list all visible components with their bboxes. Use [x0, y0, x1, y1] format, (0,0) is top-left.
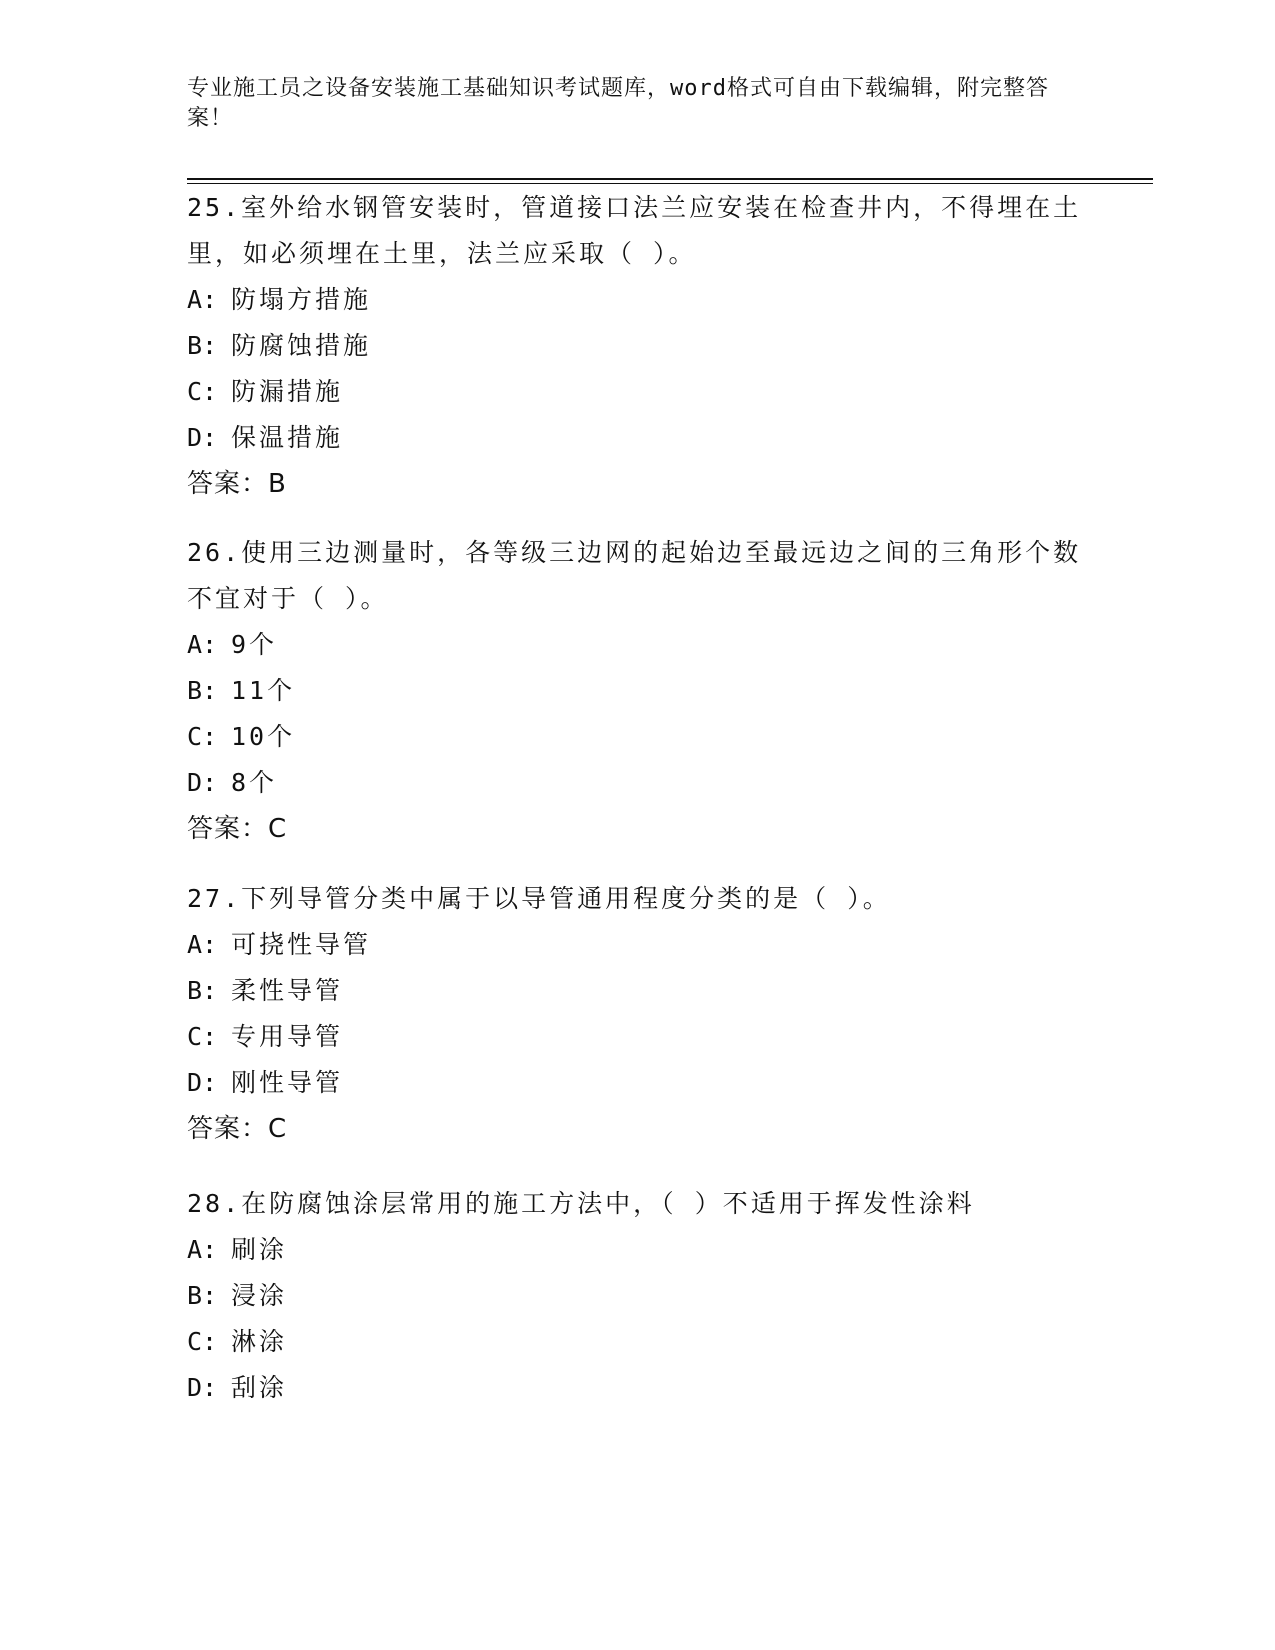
question-25 [187, 185, 1087, 507]
option-letter: A: [187, 285, 218, 314]
option-b [187, 668, 1087, 714]
option-letter: B: [187, 331, 218, 360]
option-a [187, 1227, 1087, 1273]
answer-text: 答案：C [187, 814, 288, 844]
answer-text: 答案：C [187, 1114, 288, 1144]
option-letter: A: [187, 630, 218, 659]
option-b [187, 968, 1087, 1014]
option-text: 浸涂 [231, 1281, 288, 1310]
option-letter: D: [187, 423, 218, 452]
option-text: 刮涂 [231, 1373, 288, 1402]
option-d [187, 415, 1087, 461]
option-letter: D: [187, 1068, 218, 1097]
option-a [187, 277, 1087, 323]
option-letter: C: [187, 722, 218, 751]
option-letter: C: [187, 377, 218, 406]
option-text: 可挠性导管 [231, 930, 372, 959]
option-text: 专用导管 [231, 1022, 344, 1051]
option-letter: B: [187, 676, 218, 705]
option-d [187, 1365, 1087, 1411]
option-text: 淋涂 [231, 1327, 288, 1356]
option-letter: C: [187, 1327, 218, 1356]
option-text: 防腐蚀措施 [231, 331, 372, 360]
question-28 [187, 1181, 1087, 1411]
option-text: 刷涂 [231, 1235, 288, 1264]
question-text: 28.在防腐蚀涂层常用的施工方法中，（ ）不适用于挥发性涂料 [187, 1189, 975, 1218]
option-b [187, 323, 1087, 369]
option-letter: D: [187, 768, 218, 797]
option-letter: C: [187, 1022, 218, 1051]
document-header: 专业施工员之设备安装施工基础知识考试题库，word格式可自由下载编辑，附完整答案！ [187, 76, 1049, 131]
option-text: 10个 [231, 722, 296, 751]
header-divider-thick [187, 178, 1153, 180]
question-text: 26.使用三边测量时，各等级三边网的起始边至最远边之间的三角形个数不宜对于（ ）。 [187, 538, 1082, 613]
option-letter: D: [187, 1373, 218, 1402]
question-26 [187, 530, 1087, 852]
option-letter: A: [187, 930, 218, 959]
option-letter: A: [187, 1235, 218, 1264]
question-text: 27.下列导管分类中属于以导管通用程度分类的是（ ）。 [187, 884, 891, 913]
option-d [187, 1060, 1087, 1106]
option-text: 11个 [231, 676, 296, 705]
option-c [187, 369, 1087, 415]
option-text: 保温措施 [231, 423, 344, 452]
option-b [187, 1273, 1087, 1319]
header-divider-thin [187, 183, 1153, 184]
option-c [187, 714, 1087, 760]
option-c [187, 1014, 1087, 1060]
option-text: 刚性导管 [231, 1068, 344, 1097]
option-text: 8个 [231, 768, 278, 797]
question-27 [187, 876, 1087, 1152]
option-text: 防漏措施 [231, 377, 344, 406]
answer-text: 答案：B [187, 469, 287, 499]
option-letter: B: [187, 1281, 218, 1310]
option-text: 柔性导管 [231, 976, 344, 1005]
option-text: 9个 [231, 630, 278, 659]
option-a [187, 922, 1087, 968]
question-text: 25.室外给水钢管安装时，管道接口法兰应安装在检查井内，不得埋在土里，如必须埋在土里，法兰应采取（ ）。 [187, 193, 1082, 268]
option-letter: B: [187, 976, 218, 1005]
option-text: 防塌方措施 [231, 285, 372, 314]
option-a [187, 622, 1087, 668]
option-c [187, 1319, 1087, 1365]
option-d [187, 760, 1087, 806]
